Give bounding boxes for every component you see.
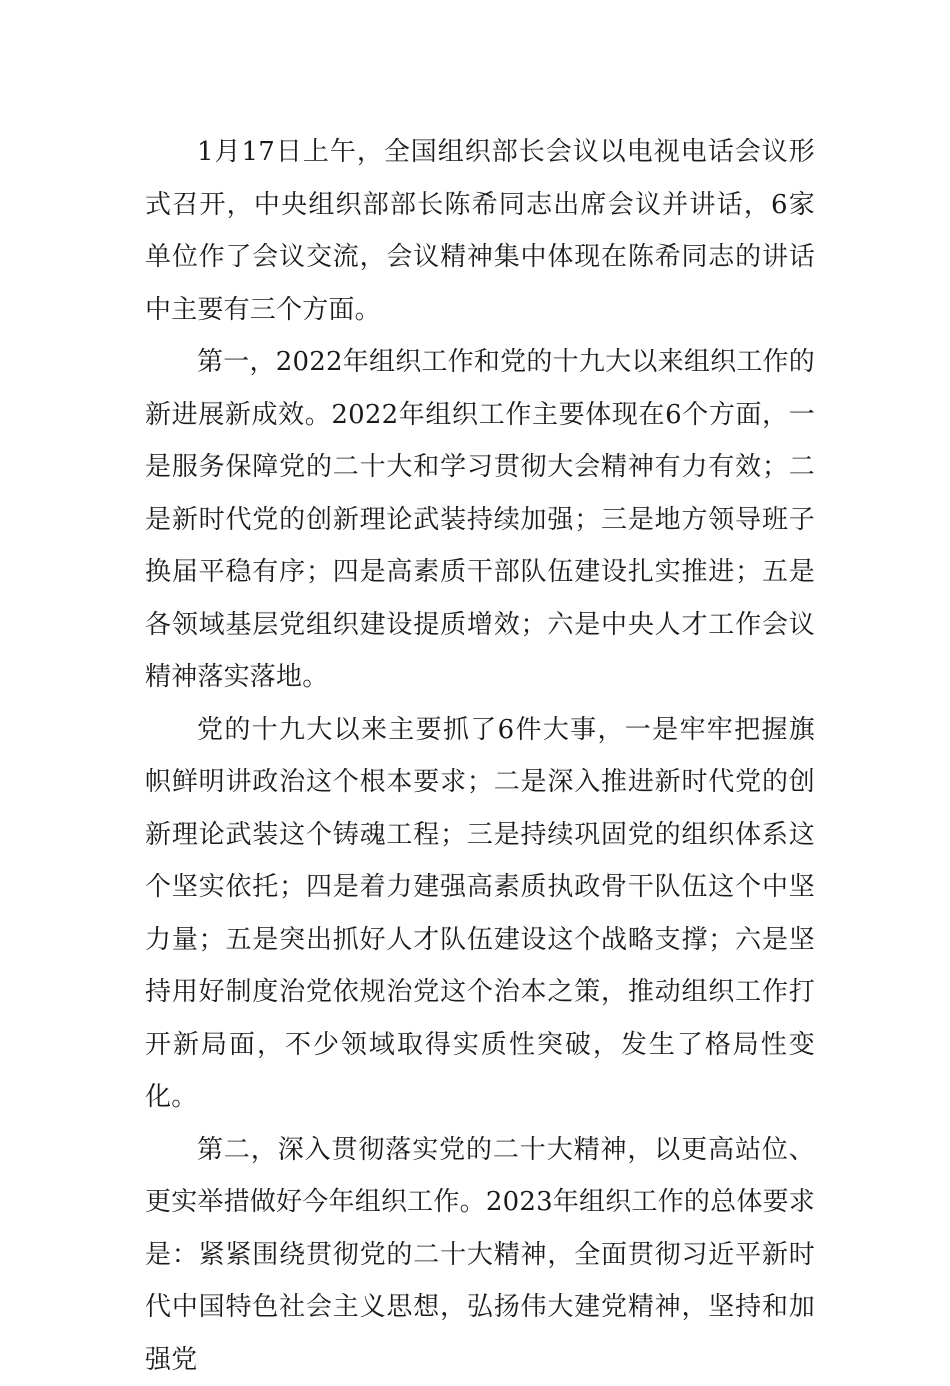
document-body xyxy=(145,126,815,1386)
paragraph-1: 1月17日上午，全国组织部长会议以电视电话会议形式召开，中央组织部部长陈希同志出席会议并讲话，6家单位作了会议交流，会议精神集中体现在陈希同志的讲话中主要有三个方面。 xyxy=(145,126,815,336)
paragraph-2: 第一，2022年组织工作和党的十九大以来组织工作的新进展新成效。2022年组织工作主要体现在6个方面，一是服务保障党的二十大和学习贯彻大会精神有力有效；二是新时代党的创新理论武装持续加强；三是地方领导班子换届平稳有序；四是高素质干部队伍建设扎实推进；五是各领域基层党组织建设提质增效；六是中央人才工作会议精神落实落地。 xyxy=(145,336,815,704)
paragraph-3: 党的十九大以来主要抓了6件大事，一是牢牢把握旗帜鲜明讲政治这个根本要求；二是深入推进新时代党的创新理论武装这个铸魂工程；三是持续巩固党的组织体系这个坚实依托；四是着力建强高素质执政骨干队伍这个中坚力量；五是突出抓好人才队伍建设这个战略支撑；六是坚持用好制度治党依规治党这个治本之策，推动组织工作打开新局面，不少领域取得实质性突破，发生了格局性变化。 xyxy=(145,704,815,1124)
paragraph-4: 第二，深入贯彻落实党的二十大精神，以更高站位、更实举措做好今年组织工作。2023年组织工作的总体要求是：紧紧围绕贯彻党的二十大精神，全面贯彻习近平新时代中国特色社会主义思想，弘扬伟大建党精神，坚持和加强党 xyxy=(145,1124,815,1386)
